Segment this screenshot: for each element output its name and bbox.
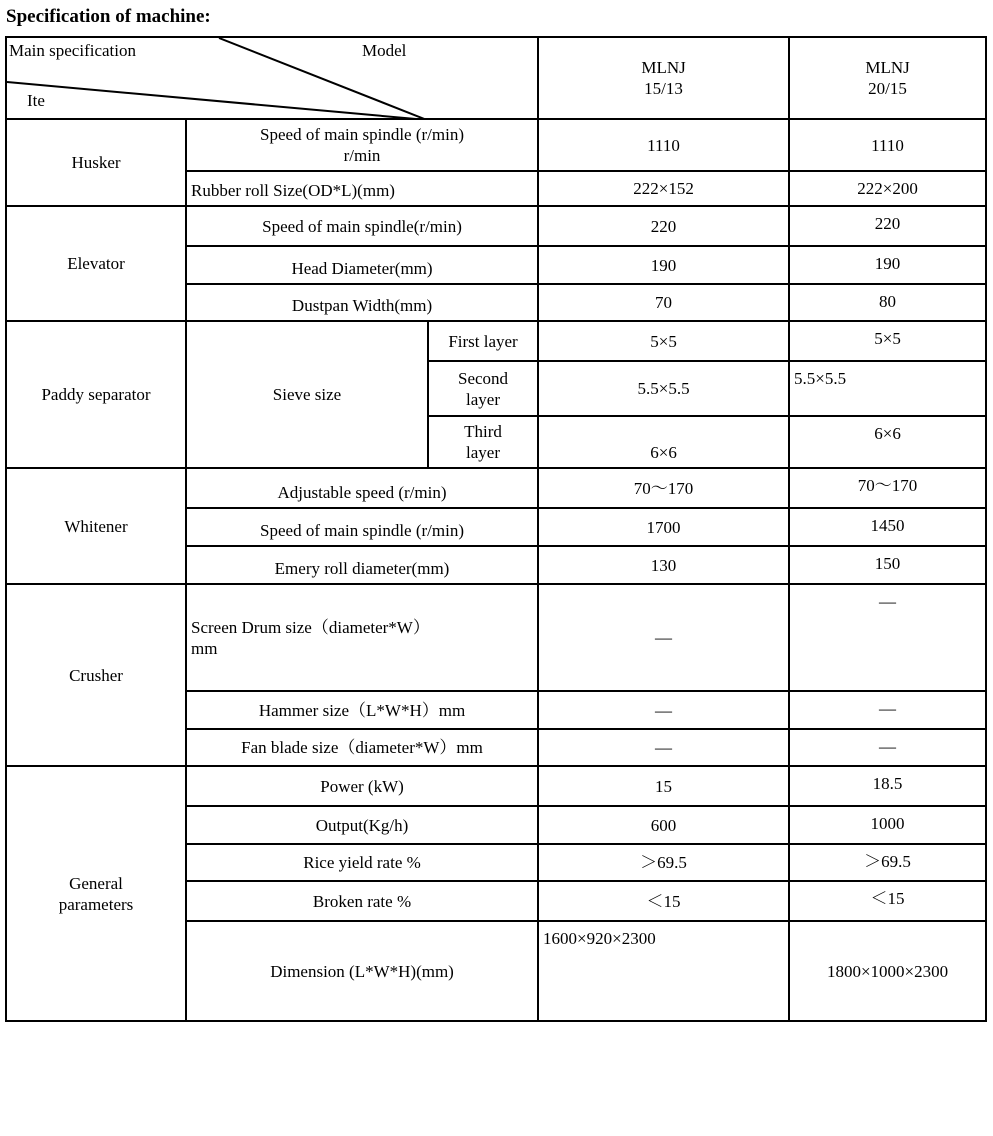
value-mlnj-15-13: 600	[538, 806, 789, 844]
value-mlnj-15-13: 1600×920×2300	[538, 921, 789, 1021]
value-mlnj-15-13: 5.5×5.5	[538, 361, 789, 416]
value-mlnj-20-15: 1110	[789, 119, 986, 171]
value-mlnj-15-13: —	[538, 729, 789, 766]
value-mlnj-15-13: 1700	[538, 508, 789, 546]
value-mlnj-15-13: 130	[538, 546, 789, 584]
group-label-elevator: Elevator	[6, 206, 186, 321]
item-label: Hammer size（L*W*H）mm	[186, 691, 538, 729]
value-mlnj-20-15: 70～170	[789, 468, 986, 508]
value-mlnj-20-15: 1450	[789, 508, 986, 546]
group-label-paddy: Paddy separator	[6, 321, 186, 468]
value-mlnj-20-15: 1800×1000×2300	[789, 921, 986, 1021]
table-row	[6, 584, 986, 691]
document-title: Specification of machine:	[6, 6, 211, 27]
table-row	[6, 766, 986, 806]
value-mlnj-20-15: 220	[789, 206, 986, 246]
value-mlnj-15-13: 70	[538, 284, 789, 321]
sub-item-label: First layer	[428, 321, 538, 361]
value-mlnj-20-15: 5.5×5.5	[789, 361, 986, 416]
value-mlnj-20-15: 150	[789, 546, 986, 584]
value-mlnj-20-15: 5×5	[789, 321, 986, 361]
item-label: Screen Drum size（diameter*W） mm	[186, 584, 538, 691]
header-row	[6, 37, 986, 119]
value-mlnj-15-13: 1110	[538, 119, 789, 171]
model-mlnj-15-13: MLNJ 15/13	[538, 37, 789, 119]
group-label-husker: Husker	[6, 119, 186, 206]
value-mlnj-20-15: 190	[789, 246, 986, 284]
table-row	[6, 468, 986, 508]
value-mlnj-20-15: 222×200	[789, 171, 986, 206]
value-mlnj-15-13: 190	[538, 246, 789, 284]
item-label: Power (kW)	[186, 766, 538, 806]
value-mlnj-15-13: 5×5	[538, 321, 789, 361]
main-spec-label: Main specification	[9, 41, 136, 60]
item-label: Emery roll diameter(mm)	[186, 546, 538, 584]
value-mlnj-15-13: —	[538, 691, 789, 729]
value-mlnj-20-15: ＞69.5	[789, 844, 986, 881]
item-label: Speed of main spindle (r/min)	[186, 508, 538, 546]
value-mlnj-20-15: —	[789, 729, 986, 766]
value-mlnj-15-13: —	[538, 584, 789, 691]
model-label: Model	[362, 41, 407, 60]
value-mlnj-20-15: 18.5	[789, 766, 986, 806]
item-label: Speed of main spindle(r/min)	[186, 206, 538, 246]
item-label: Head Diameter(mm)	[186, 246, 538, 284]
value-mlnj-15-13: ＞69.5	[538, 844, 789, 881]
item-label: Dustpan Width(mm)	[186, 284, 538, 321]
table-row	[6, 321, 986, 361]
table-row	[6, 119, 986, 171]
value-mlnj-20-15: 6×6	[789, 416, 986, 468]
item-label: Broken rate %	[186, 881, 538, 921]
value-mlnj-20-15: ＜15	[789, 881, 986, 921]
item-label: Ite	[27, 91, 45, 110]
value-mlnj-15-13: ＜15	[538, 881, 789, 921]
spec-table	[5, 36, 987, 1022]
value-mlnj-15-13: 222×152	[538, 171, 789, 206]
value-mlnj-15-13: 220	[538, 206, 789, 246]
value-mlnj-20-15: —	[789, 584, 986, 691]
item-label: Fan blade size（diameter*W）mm	[186, 729, 538, 766]
sub-item-label: Third layer	[428, 416, 538, 468]
value-mlnj-20-15: —	[789, 691, 986, 729]
value-mlnj-15-13: 15	[538, 766, 789, 806]
value-mlnj-15-13: 70～170	[538, 468, 789, 508]
value-mlnj-20-15: 80	[789, 284, 986, 321]
model-mlnj-20-15: MLNJ 20/15	[789, 37, 986, 119]
sub-item-label: Second layer	[428, 361, 538, 416]
table-row	[6, 206, 986, 246]
group-label-general: General parameters	[6, 766, 186, 1021]
item-label: Rice yield rate %	[186, 844, 538, 881]
item-label: Dimension (L*W*H)(mm)	[186, 921, 538, 1021]
diagonal-header-cell	[6, 37, 538, 119]
group-label-crusher: Crusher	[6, 584, 186, 766]
item-label: Adjustable speed (r/min)	[186, 468, 538, 508]
group-label-whitener: Whitener	[6, 468, 186, 584]
item-label: Rubber roll Size(OD*L)(mm)	[186, 171, 538, 206]
item-label: Speed of main spindle (r/min) r/min	[186, 119, 538, 171]
value-mlnj-15-13: 6×6	[538, 416, 789, 468]
item-label: Sieve size	[186, 321, 428, 468]
item-label: Output(Kg/h)	[186, 806, 538, 844]
value-mlnj-20-15: 1000	[789, 806, 986, 844]
